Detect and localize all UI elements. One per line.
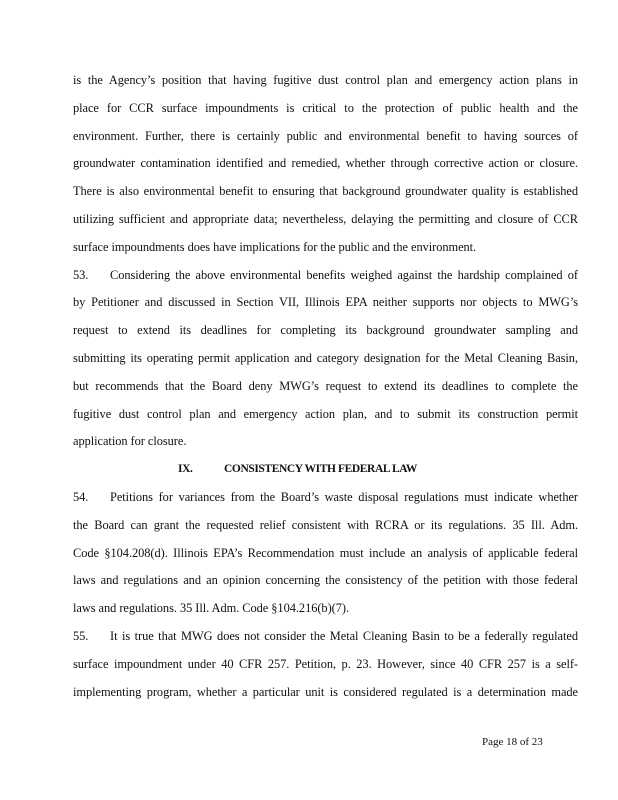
text-line: implementing program, whether a particular unit is considered regulated is a determination made (73, 684, 578, 699)
text-line: surface impoundment under 40 CFR 257. Petition, p. 23. However, since 40 CFR 257 is a self- (73, 656, 578, 671)
paragraph-number: 55. (73, 628, 89, 643)
text-line: request to extend its deadlines for completing its background groundwater sampling and (73, 323, 578, 338)
text-line: submitting its operating permit application and category designation for the Metal Cleaning Basin, (73, 350, 578, 365)
paragraph-53 (73, 262, 578, 457)
text-line: the Board can grant the requested relief consistent with RCRA or its regulations. 35 Ill. Adm. (73, 517, 578, 532)
text-line: place for CCR surface impoundments is critical to the protection of public health and the (73, 100, 578, 115)
paragraph-54 (73, 484, 578, 623)
section-heading (73, 456, 578, 484)
text-segment: It is true that MWG does not consider the Metal Cleaning Basin to be a federally regulated (110, 628, 578, 643)
text-line: environment. Further, there is certainly public and environmental benefit to having sources of (73, 128, 578, 143)
text-line: laws and regulations. 35 Ill. Adm. Code §104.216(b)(7). (73, 601, 349, 616)
text-line: is the Agency’s position that having fugitive dust control plan and emergency action plans in (73, 73, 578, 87)
paragraph-number: 54. (73, 489, 89, 504)
section-title: CONSISTENCY WITH FEDERAL LAW (224, 463, 417, 476)
section-number: IX. (178, 463, 193, 476)
text-line: surface impoundments does have implications for the public and the environment. (73, 239, 477, 254)
paragraph-number: 53. (73, 267, 89, 282)
text-line: application for closure. (73, 434, 187, 449)
paragraph-intro (73, 67, 578, 262)
page-footer: Page 18 of 23 (482, 736, 543, 748)
text-line (73, 623, 578, 651)
text-line: fugitive dust control plan and emergency action plan, and to submit its construction permit (73, 406, 578, 421)
text-line: groundwater contamination identified and remedied, whether through corrective action or closure. (73, 156, 578, 171)
paragraph-55 (73, 623, 578, 706)
text-line: by Petitioner and discussed in Section VII, Illinois EPA neither supports nor objects to MWG’s (73, 295, 578, 310)
text-line: There is also environmental benefit to ensuring that background groundwater quality is established (73, 184, 578, 199)
text-line (73, 262, 578, 290)
text-line: but recommends that the Board deny MWG’s request to extend its deadlines to complete the (73, 378, 578, 393)
text-segment: Petitions for variances from the Board’s waste disposal regulations must indicate whether (110, 489, 578, 504)
text-line: utilizing sufficient and appropriate data; nevertheless, delaying the permitting and closure of CCR (73, 211, 578, 226)
document-body (73, 67, 578, 706)
text-line: Code §104.208(d). Illinois EPA’s Recommendation must include an analysis of applicable federal (73, 545, 578, 560)
text-line: laws and regulations and an opinion concerning the consistency of the petition with those federal (73, 573, 578, 588)
text-segment: Considering the above environmental benefits weighed against the hardship complained of (110, 267, 578, 282)
text-line (73, 484, 578, 512)
